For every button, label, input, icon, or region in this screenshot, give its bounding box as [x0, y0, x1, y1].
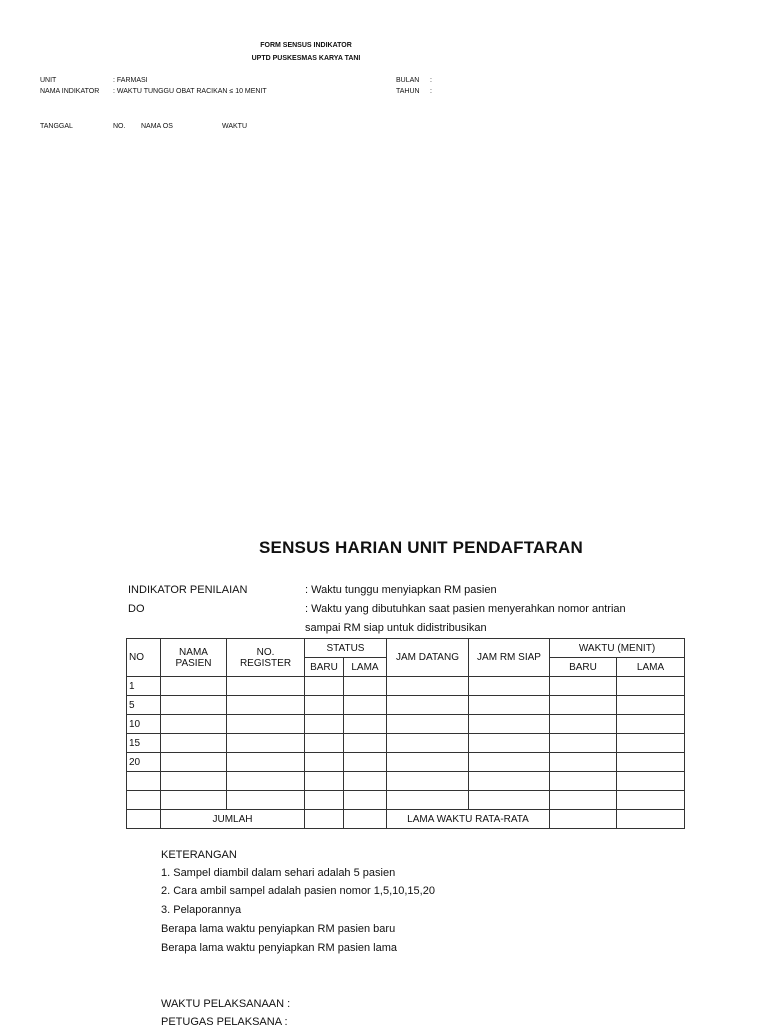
- indikator-penilaian-label: INDIKATOR PENILAIAN: [128, 584, 248, 596]
- table-row: [127, 677, 685, 696]
- header-status-baru: BARU: [305, 658, 344, 677]
- table-row-total: [127, 810, 685, 829]
- keterangan-item: Berapa lama waktu penyiapkan RM pasien lama: [161, 942, 398, 954]
- col-no: NO.: [113, 123, 126, 130]
- header-jam-datang: JAM DATANG: [387, 639, 469, 677]
- form-subtitle: UPTD PUSKESMAS KARYA TANI: [251, 55, 361, 62]
- table-row: [127, 772, 685, 791]
- col-nama-os: NAMA OS: [141, 123, 173, 130]
- do-value-line2: sampai RM siap untuk didistribusikan: [305, 622, 487, 634]
- header-nama-line1: NAMA: [179, 646, 208, 658]
- do-label: DO: [128, 603, 145, 615]
- table-row: [127, 715, 685, 734]
- bulan-label: BULAN: [396, 77, 420, 84]
- header-reg-line2: REGISTER: [239, 657, 292, 669]
- header-waktu-baru: BARU: [550, 658, 617, 677]
- col-tanggal: TANGGAL: [40, 123, 73, 130]
- table-row: [127, 753, 685, 772]
- header-waktu-lama: LAMA: [617, 658, 685, 677]
- bulan-sep: :: [430, 77, 432, 84]
- waktu-pelaksanaan: WAKTU PELAKSANAAN :: [161, 998, 291, 1010]
- tahun-sep: :: [430, 88, 432, 95]
- unit-label: UNIT: [40, 77, 57, 84]
- header-status-lama: LAMA: [344, 658, 387, 677]
- keterangan-title: KETERANGAN: [161, 849, 237, 861]
- rata-rata-label: LAMA WAKTU RATA-RATA: [387, 810, 550, 829]
- table-row: [127, 791, 685, 810]
- row-no: 5: [127, 696, 161, 715]
- indikator-label: NAMA INDIKATOR: [40, 88, 100, 95]
- row-no: 20: [127, 753, 161, 772]
- header-reg-line1: NO.: [256, 646, 275, 658]
- census-table: [126, 638, 685, 829]
- table-row: [127, 696, 685, 715]
- petugas-pelaksana: PETUGAS PELAKSANA :: [161, 1016, 288, 1028]
- keterangan-item: Berapa lama waktu penyiapkan RM pasien baru: [161, 923, 396, 935]
- header-no: NO: [127, 639, 161, 677]
- jumlah-label: JUMLAH: [161, 810, 305, 829]
- header-waktu: WAKTU (MENIT): [550, 639, 685, 658]
- do-value-line1: : Waktu yang dibutuhkan saat pasien menyerahkan nomor antrian: [305, 603, 626, 615]
- table-row: [127, 734, 685, 753]
- indikator-penilaian-value: : Waktu tunggu menyiapkan RM pasien: [305, 584, 497, 596]
- sensus-title: SENSUS HARIAN UNIT PENDAFTARAN: [259, 538, 583, 557]
- header-nama-pasien: [161, 639, 227, 677]
- keterangan-item: 3. Pelaporannya: [161, 904, 242, 916]
- tahun-label: TAHUN: [396, 88, 420, 95]
- row-no: [127, 791, 161, 810]
- keterangan-item: 1. Sampel diambil dalam sehari adalah 5 pasien: [161, 867, 396, 879]
- row-no: [127, 772, 161, 791]
- row-no: 10: [127, 715, 161, 734]
- keterangan-item: 2. Cara ambil sampel adalah pasien nomor 1,5,10,15,20: [161, 885, 435, 897]
- indikator-value: : WAKTU TUNGGU OBAT RACIKAN ≤ 10 MENIT: [113, 88, 267, 95]
- col-waktu: WAKTU: [222, 123, 248, 130]
- header-jam-rm-siap: JAM RM SIAP: [469, 639, 550, 677]
- header-status: STATUS: [305, 639, 387, 658]
- row-no: 1: [127, 677, 161, 696]
- unit-value: : FARMASI: [113, 77, 148, 84]
- header-no-register: [227, 639, 305, 677]
- row-no: 15: [127, 734, 161, 753]
- form-title: FORM SENSUS INDIKATOR: [260, 42, 352, 49]
- header-nama-line2: PASIEN: [175, 657, 212, 669]
